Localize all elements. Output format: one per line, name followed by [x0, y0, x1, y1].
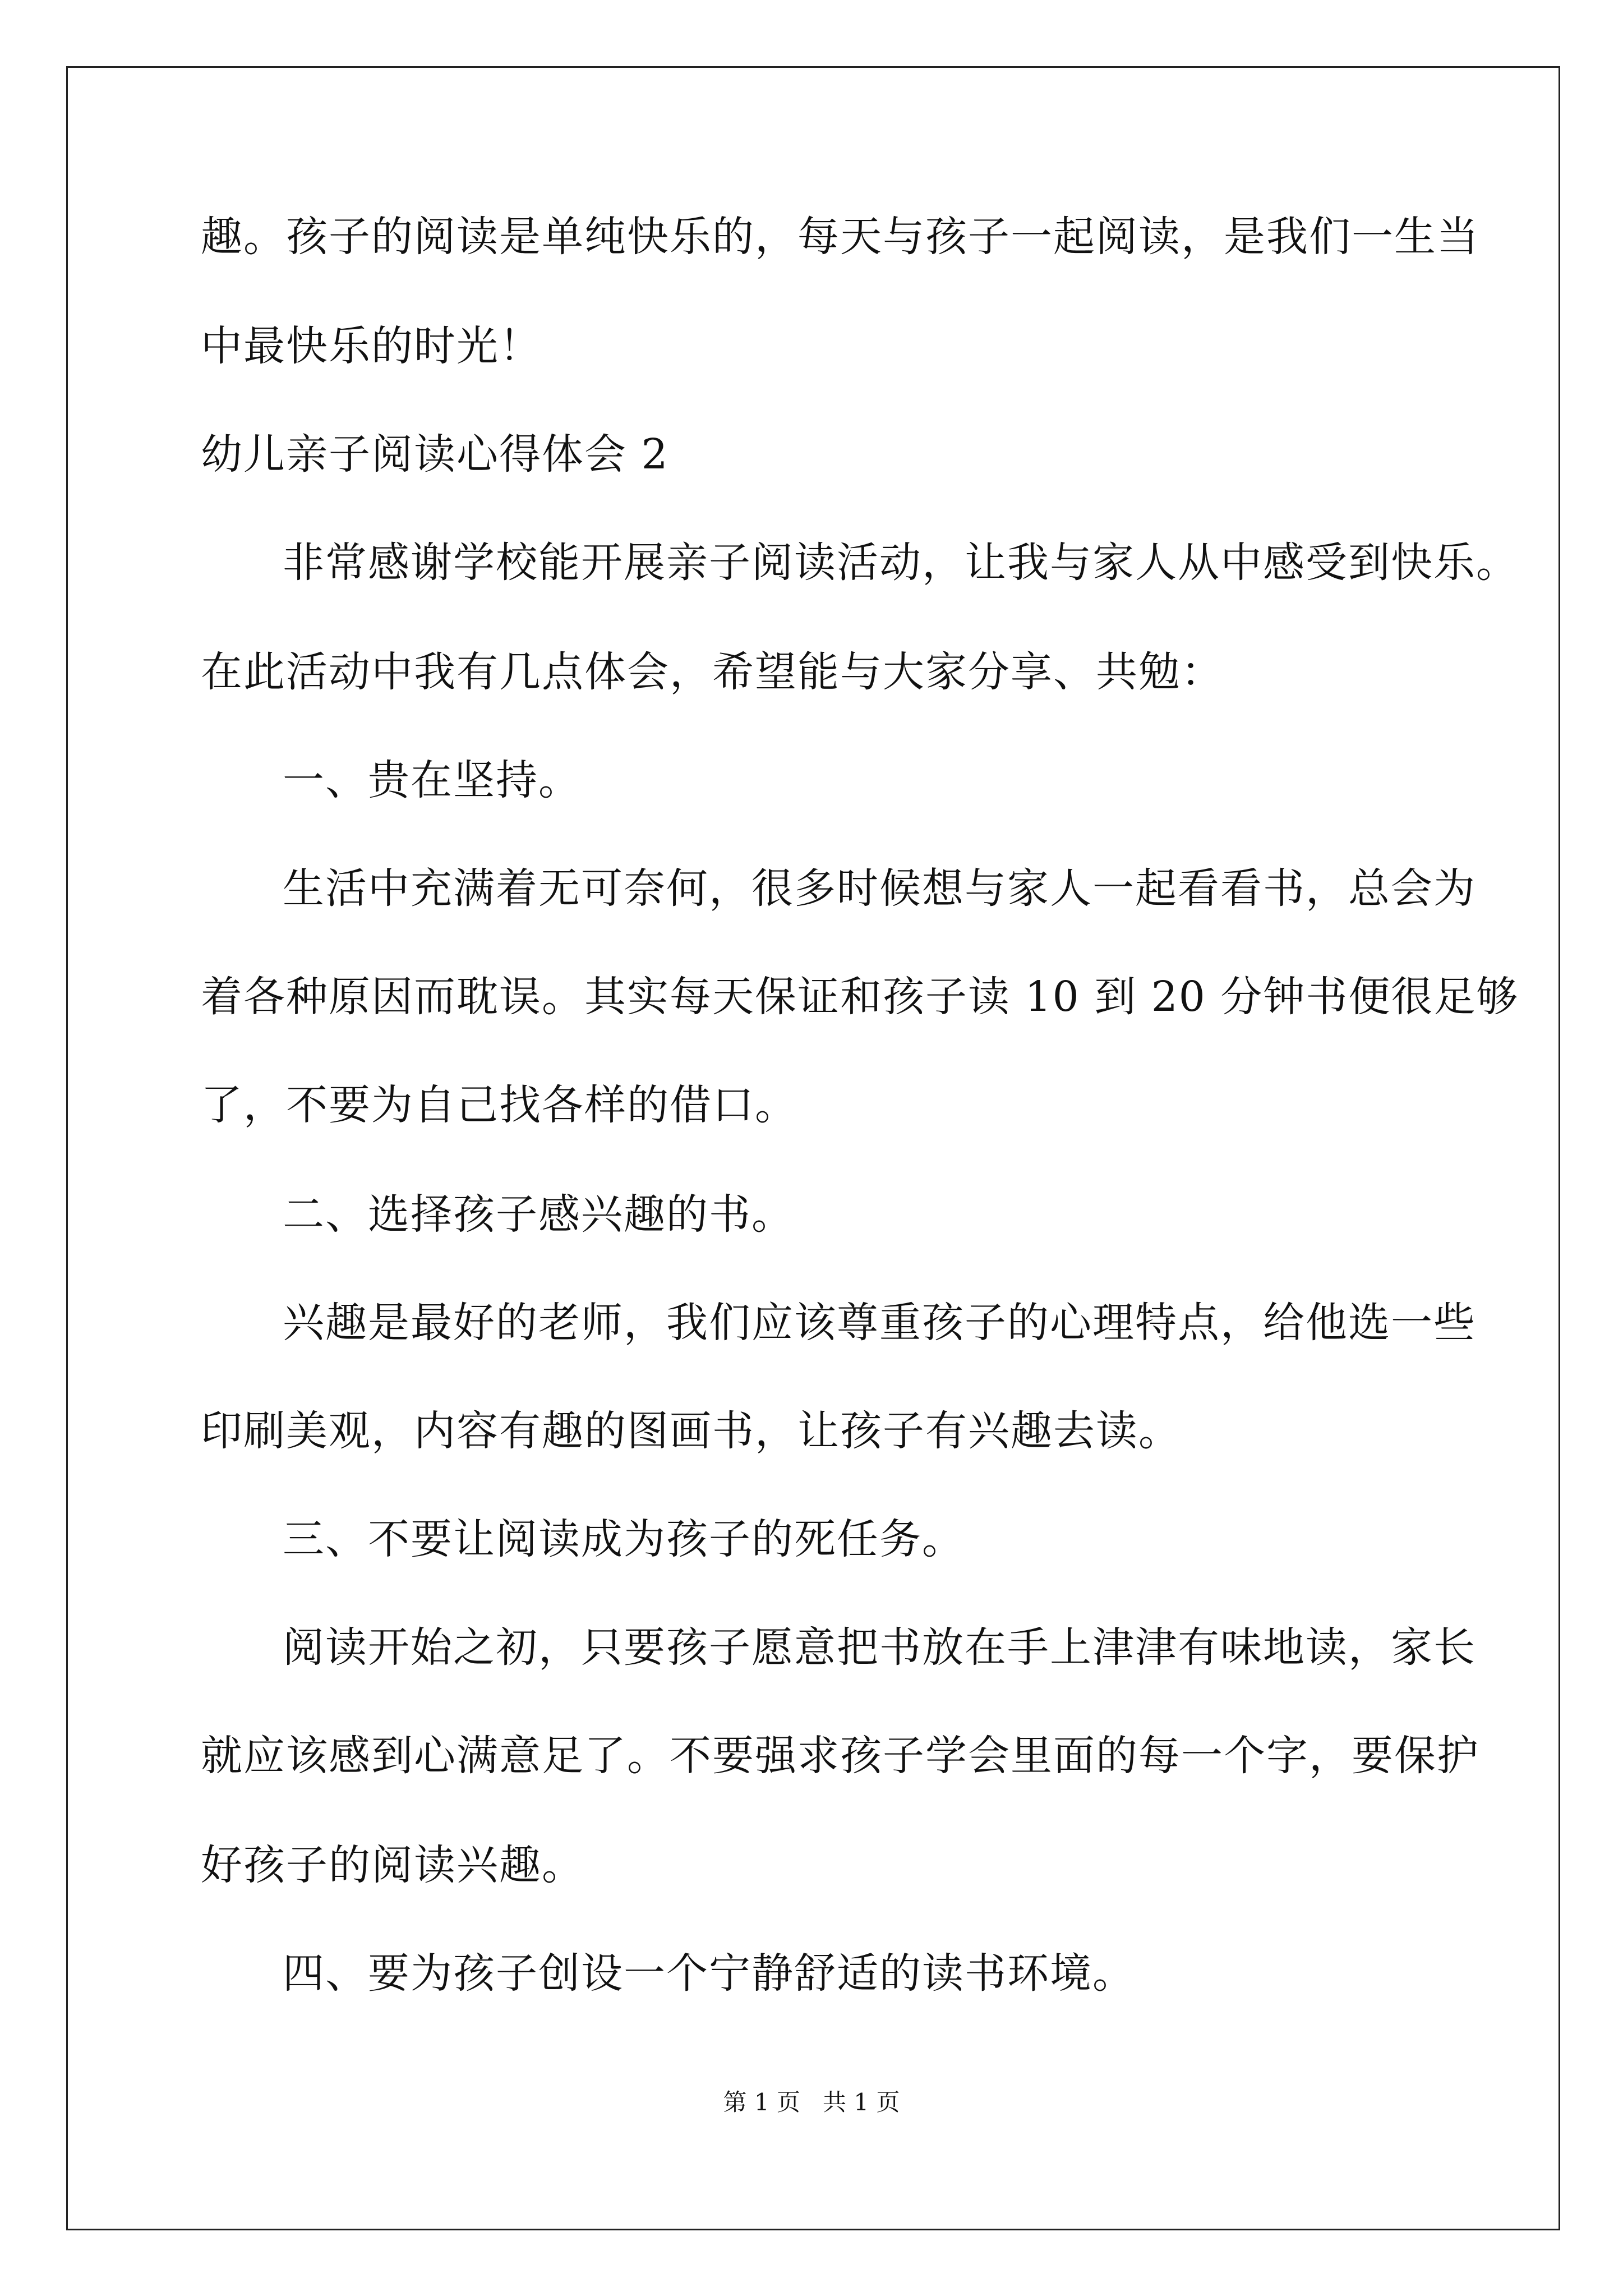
- paragraph-line: 在此活动中我有几点体会，希望能与大家分享、共勉：: [201, 648, 1224, 696]
- paragraph-line: 兴趣是最好的老师，我们应该尊重孩子的心理特点，给他选一些: [283, 1299, 1476, 1347]
- paragraph-line: 生活中充满着无可奈何，很多时候想与家人一起看看书，总会为: [283, 864, 1476, 913]
- paragraph-line: 趣。孩子的阅读是单纯快乐的，每天与孩子一起阅读，是我们一生当: [201, 213, 1479, 261]
- list-heading: 一、贵在坚持。: [283, 756, 581, 804]
- paragraph-line: 中最快乐的时光！: [201, 322, 542, 370]
- paragraph-line: 印刷美观，内容有趣的图画书，让孩子有兴趣去读。: [201, 1407, 1181, 1455]
- paragraph-line: 阅读开始之初，只要孩子愿意把书放在手上津津有味地读，家长: [283, 1623, 1476, 1672]
- paragraph-line: 了，不要为自己找各样的借口。: [201, 1081, 797, 1129]
- paragraph-line: 好孩子的阅读兴趣。: [201, 1841, 584, 1889]
- page-footer: 第 1 页 共 1 页: [723, 2088, 900, 2116]
- list-heading: 三、不要让阅读成为孩子的死任务。: [283, 1515, 965, 1563]
- paragraph-line: 就应该感到心满意足了。不要强求孩子学会里面的每一个字，要保护: [201, 1732, 1479, 1780]
- paragraph-line: 非常感谢学校能开展亲子阅读活动，让我与家人从中感受到快乐。: [283, 539, 1519, 587]
- list-heading: 四、要为孩子创设一个宁静舒适的读书环境。: [283, 1949, 1135, 1998]
- section-heading: 幼儿亲子阅读心得体会 2: [201, 430, 669, 478]
- paragraph-line: 着各种原因而耽误。其实每天保证和孩子读 10 到 20 分钟书便很足够: [201, 973, 1519, 1021]
- page-border: [66, 66, 1560, 2230]
- list-heading: 二、选择孩子感兴趣的书。: [283, 1190, 794, 1239]
